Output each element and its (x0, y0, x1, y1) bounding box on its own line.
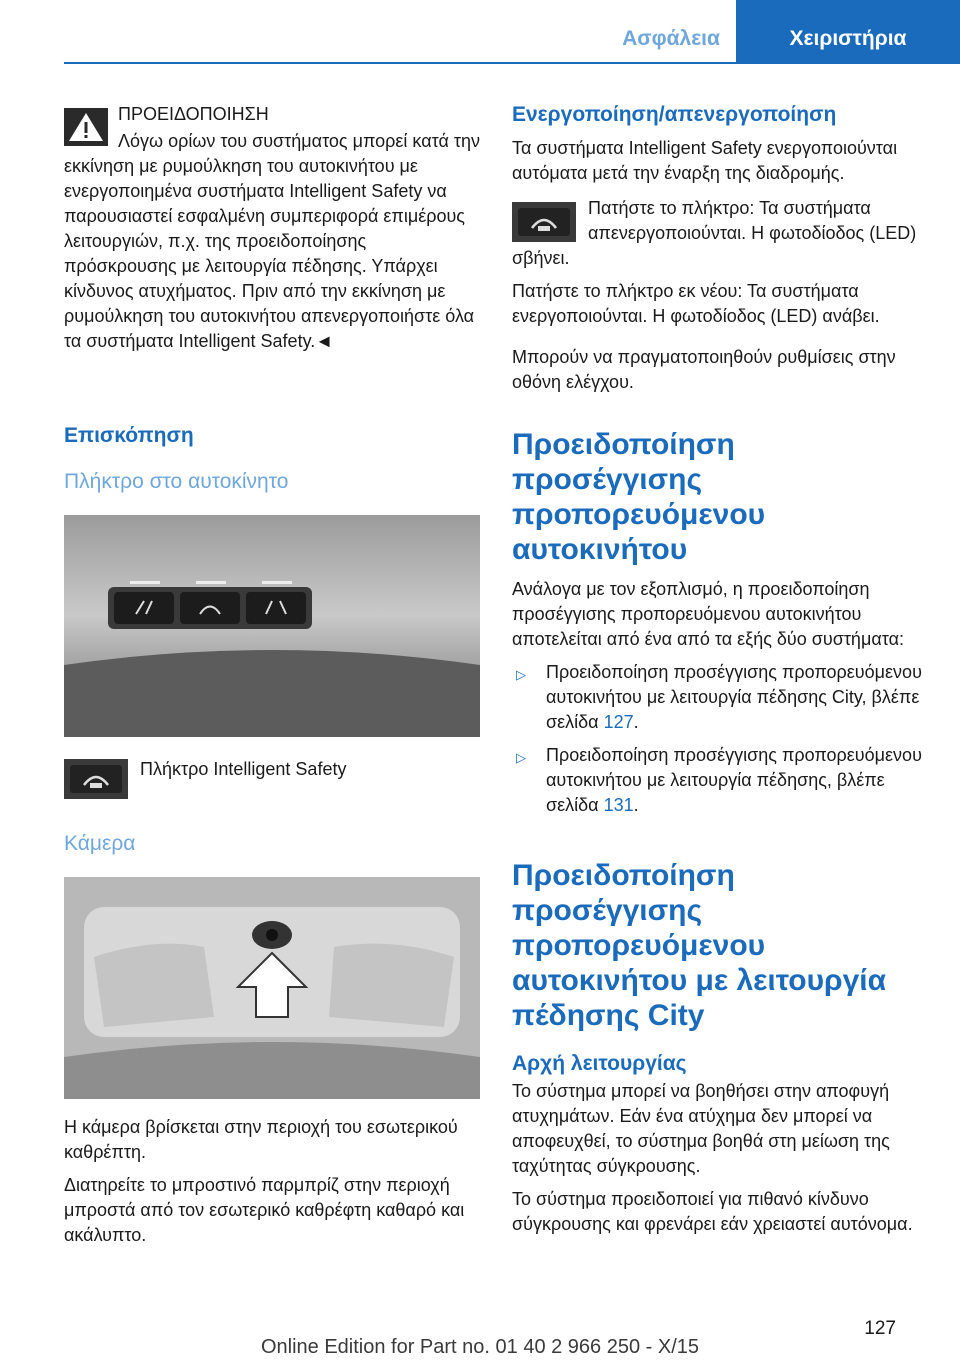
camera-heading: Κάμερα (64, 832, 136, 855)
triangle-bullet-icon: ▷ (516, 750, 526, 765)
camera-p2: Διατηρείτε το μπροστινό παρμπρίζ στην περιοχή μπροστά από τον εσωτερικό καθρέφτη καθαρό και ακάλυπτο. (64, 1175, 465, 1245)
warning-intro: Ανάλογα με τον εξοπλισμό, η προειδοποίηση προσέγγισης προπορευόμενου αυτοκινήτου αποτελείται από ένα από τα εξής δύο συστήματα: (512, 579, 904, 649)
camera-p1: Η κάμερα βρίσκεται στην περιοχή του εσωτερικού καθρέπτη. (64, 1117, 458, 1162)
overview-heading: Επισκόπηση (64, 424, 194, 447)
right-column (512, 100, 924, 1237)
list-item-end: . (633, 795, 639, 815)
button-heading: Πλήκτρο στο αυτοκίνητο (64, 470, 289, 493)
city-heading: Προειδοποίηση προσέγγισης προπορευόμενου αυτοκινήτου με λειτουργία πέδησης City (512, 859, 887, 1032)
activation-p2: Πατήστε το πλήκτρο: Τα συστήματα απενεργοποιούνται. Η φωτοδίοδος (LED) σβήνει. (512, 198, 917, 268)
warning-title: ΠΡΟΕΙΔΟΠΟΙΗΣΗ (118, 104, 269, 124)
left-column (64, 100, 480, 1248)
triangle-bullet-icon: ▷ (516, 667, 526, 682)
list-item-end: . (633, 712, 639, 732)
activation-p4: Μπορούν να πραγματοποιηθούν ρυθμίσεις στην οθόνη ελέγχου. (512, 347, 896, 392)
page-link[interactable]: 127 (603, 712, 634, 732)
system-list (512, 660, 924, 818)
list-item (512, 660, 924, 735)
list-item (512, 743, 924, 818)
principle-p1: Το σύστημα μπορεί να βοηθήσει στην αποφυγή ατυχημάτων. Εάν ένα ατύχημα δεν μπορεί να αποφευχθεί, το σύστημα βοηθά στη μείωση της ταχύτητας σύγκρουσης. (512, 1081, 890, 1176)
activation-p1: Τα συστήματα Intelligent Safety ενεργοποιούνται αυτόματα μετά την έναρξη της διαδρομής. (512, 138, 898, 183)
warning-body: Λόγω ορίων του συστήματος μπορεί κατά την εκκίνηση με ρυμούλκηση του αυτοκινήτου με ενεργοποιημένα συστήματα Intelligent Safety να παρουσιαστεί εσφαλμένη συμπεριφορά επιμέρους λειτουργιών, π.χ. της προειδοποίησης πρόσκρουσης με λειτουργία πέδησης. Υπάρχει κίνδυνος ατυχήματος. Πριν από την εκκίνηση με ρυμούλκηση του αυτοκινήτου απενεργοποιήστε όλα τα συστήματα Intelligent Safety.◄ (64, 131, 480, 351)
page-link[interactable]: 131 (603, 795, 634, 815)
activation-p3: Πατήστε το πλήκτρο εκ νέου: Τα συστήματα ενεργοποιούνται. Η φωτοδίοδος (LED) ανάβει. (512, 281, 880, 326)
button-caption: Πλήκτρο Intelligent Safety (140, 759, 347, 779)
camera-photo (64, 877, 480, 1099)
activation-heading: Ενεργοποίηση/απενεργοποίηση (512, 103, 837, 126)
button-caption-row (64, 757, 480, 801)
footer-edition: Online Edition for Part no. 01 40 2 966 250 - X/15 (260, 1336, 700, 1358)
principle-heading: Αρχή λειτουργίας (512, 1052, 687, 1075)
header-tab-safety[interactable]: Ασφάλεια (622, 27, 720, 50)
warning-block (64, 102, 480, 392)
button-panel-photo (64, 515, 480, 737)
intelligent-safety-button-icon (64, 759, 128, 799)
principle-p2: Το σύστημα προειδοποιεί για πιθανό κίνδυνο σύγκρουσης και φρενάρει εάν χρειαστεί αυτόνομα. (512, 1189, 913, 1234)
page-number: 127 (864, 1318, 896, 1339)
header-rule (64, 62, 960, 64)
warning-heading: Προειδοποίηση προσέγγισης προπορευόμενου αυτοκινήτου (512, 428, 766, 566)
list-item-text: Προειδοποίηση προσέγγισης προπορευόμενου αυτοκινήτου με λειτουργία πέδησης City, βλέπε σελίδα (546, 662, 922, 732)
list-item-text: Προειδοποίηση προσέγγισης προπορευόμενου αυτοκινήτου με λειτουργία πέδησης, βλέπε σελίδα (546, 745, 922, 815)
intelligent-safety-button-icon (512, 202, 576, 242)
activation-button-row (512, 196, 924, 271)
header-tab-controls[interactable]: Χειριστήρια (736, 0, 960, 62)
warning-triangle-icon (64, 108, 108, 146)
